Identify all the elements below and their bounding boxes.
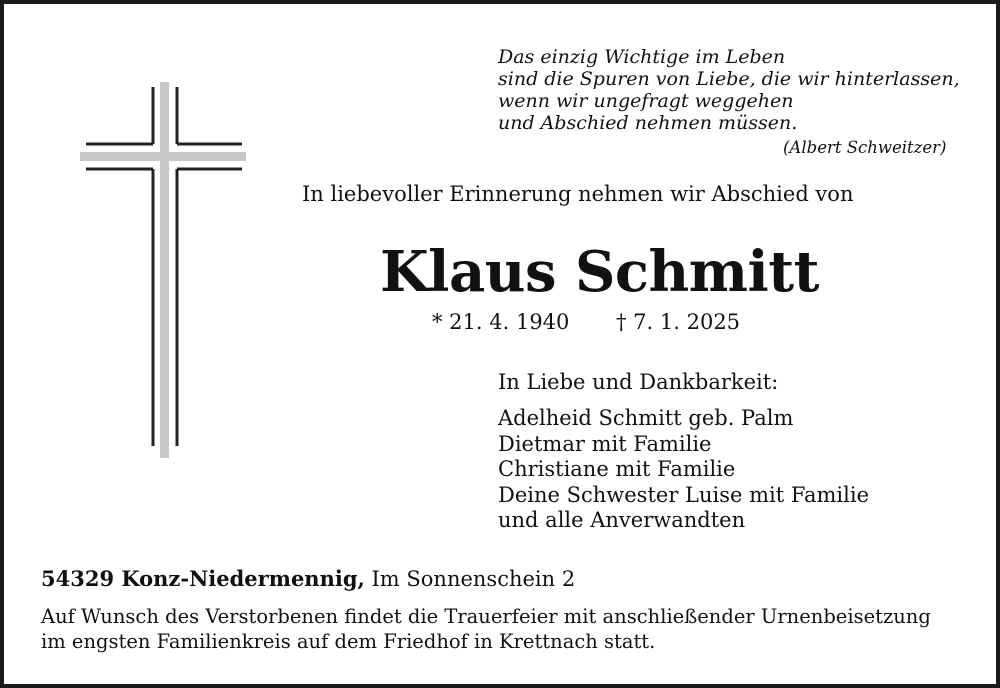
quote-line: wenn wir ungefragt weggehen <box>498 90 794 112</box>
mourner-name: Christiane mit Familie <box>498 457 736 481</box>
mourner-name: Deine Schwester Luise mit Familie <box>498 482 870 507</box>
cross-horizontal-beam <box>80 152 246 161</box>
cross-vertical-beam <box>160 82 169 458</box>
quote-line: und Abschied nehmen müssen. <box>498 112 798 134</box>
deceased-name: Klaus Schmitt <box>380 239 819 305</box>
quote-author: (Albert Schweitzer) <box>783 138 947 157</box>
quote-text <box>498 46 968 134</box>
intro-text: In liebevoller Erinnerung nehmen wir Abschied von <box>302 182 854 206</box>
cross-icon <box>80 82 248 460</box>
quote-line: Das einzig Wichtige im Leben <box>498 46 786 68</box>
funeral-notice <box>41 604 931 654</box>
notice-line: im engsten Familienkreis auf dem Friedhof in Krettnach statt. <box>41 630 656 653</box>
mourners-heading: In Liebe und Dankbarkeit: <box>498 370 779 394</box>
address-street: Im Sonnenschein 2 <box>371 567 576 591</box>
mourner-name: Dietmar mit Familie <box>498 431 712 456</box>
mourner-name: Adelheid Schmitt geb. Palm <box>498 406 794 430</box>
death-date: † 7. 1. 2025 <box>616 310 741 334</box>
birth-date: * 21. 4. 1940 <box>432 310 570 334</box>
address <box>41 566 575 591</box>
mourners-list <box>498 406 869 534</box>
mourner-name: und alle Anverwandten <box>498 508 746 532</box>
address-place: 54329 Konz-Niedermennig, <box>41 566 365 591</box>
notice-line: Auf Wunsch des Verstorbenen findet die Trauerfeier mit anschließender Urnenbeisetzung <box>41 605 931 628</box>
quote-line: sind die Spuren von Liebe, die wir hinterlassen, <box>498 68 960 90</box>
